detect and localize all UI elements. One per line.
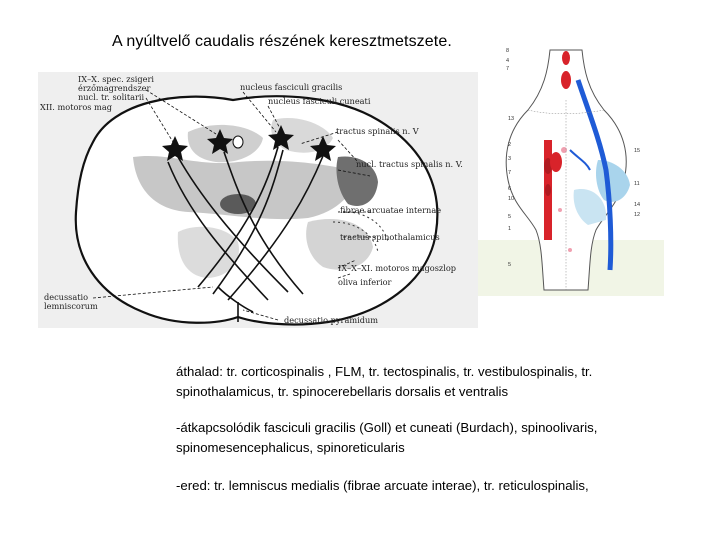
central-nucleus <box>220 194 256 214</box>
svg-text:2: 2 <box>508 142 512 148</box>
svg-text:5: 5 <box>508 214 512 220</box>
svg-text:15: 15 <box>634 148 641 154</box>
paragraph-passes-through: áthalad: tr. corticospinalis , FLM, tr. tectospinalis, tr. vestibulospinalis, tr. spinothalamicus, tr. spinocerebellaris dorsalis et ventralis <box>176 364 593 399</box>
slide-title: A nyúltvelő caudalis részének keresztmetszete. <box>112 33 452 50</box>
svg-text:5: 5 <box>508 262 512 268</box>
label-motor-column: IX–X–XI. motoros magoszlop <box>338 263 457 273</box>
svg-text:11: 11 <box>634 181 640 187</box>
cross-section-svg <box>38 72 478 328</box>
medulla-cross-section-figure <box>38 72 478 328</box>
label-spinothalamic: tractus spinothalamicus <box>340 232 440 242</box>
label-spinal-nucleus: nucl. tractus spinalis n. V. <box>356 159 463 169</box>
label-motor-xii: XII. motoros mag <box>40 102 112 112</box>
svg-text:12: 12 <box>634 212 641 218</box>
svg-text:14: 14 <box>634 202 641 208</box>
label-decussation-lemn-2: lemniscorum <box>44 301 98 311</box>
svg-text:4: 4 <box>506 58 510 64</box>
brainstem-svg <box>478 40 664 296</box>
label-sensory-3: nucl. tr. solitarii <box>78 92 145 102</box>
label-decussation-lemn-1: decussatio <box>44 292 89 302</box>
svg-text:1: 1 <box>508 226 512 232</box>
paragraph-synapses: -átkapcsolódik fasciculi gracilis (Goll) et cuneati (Burdach), spinoolivaris, spinomesencephalicus, spinoreticularis <box>176 420 598 455</box>
label-spinal-tract: tractus spinalis n. V <box>336 126 419 136</box>
label-decussation-pyr: decussatio pyramidum <box>284 315 378 325</box>
svg-text:3: 3 <box>508 156 512 162</box>
svg-text:10: 10 <box>508 196 515 202</box>
label-cuneatus: nucleus fasciculi cuneati <box>268 96 371 106</box>
label-sensory-1: IX–X. spec. zsigeri <box>78 74 155 84</box>
svg-text:7: 7 <box>506 66 510 72</box>
svg-text:8: 8 <box>506 48 510 54</box>
label-arcuate: fibrae arcuatae internae <box>340 205 442 215</box>
svg-text:6: 6 <box>508 186 512 192</box>
svg-text:7: 7 <box>508 170 512 176</box>
central-canal <box>233 136 243 148</box>
svg-text:13: 13 <box>508 116 515 122</box>
label-sensory-2: érzőmagrendszer <box>78 83 151 93</box>
label-olive: oliva inferior <box>338 277 392 287</box>
label-gracilis: nucleus fasciculi gracilis <box>240 82 343 92</box>
brainstem-dorsal-figure <box>478 40 664 296</box>
paragraph-originates: -ered: tr. lemniscus medialis (fibrae arcuate interae), tr. reticulospinalis, <box>176 478 589 493</box>
